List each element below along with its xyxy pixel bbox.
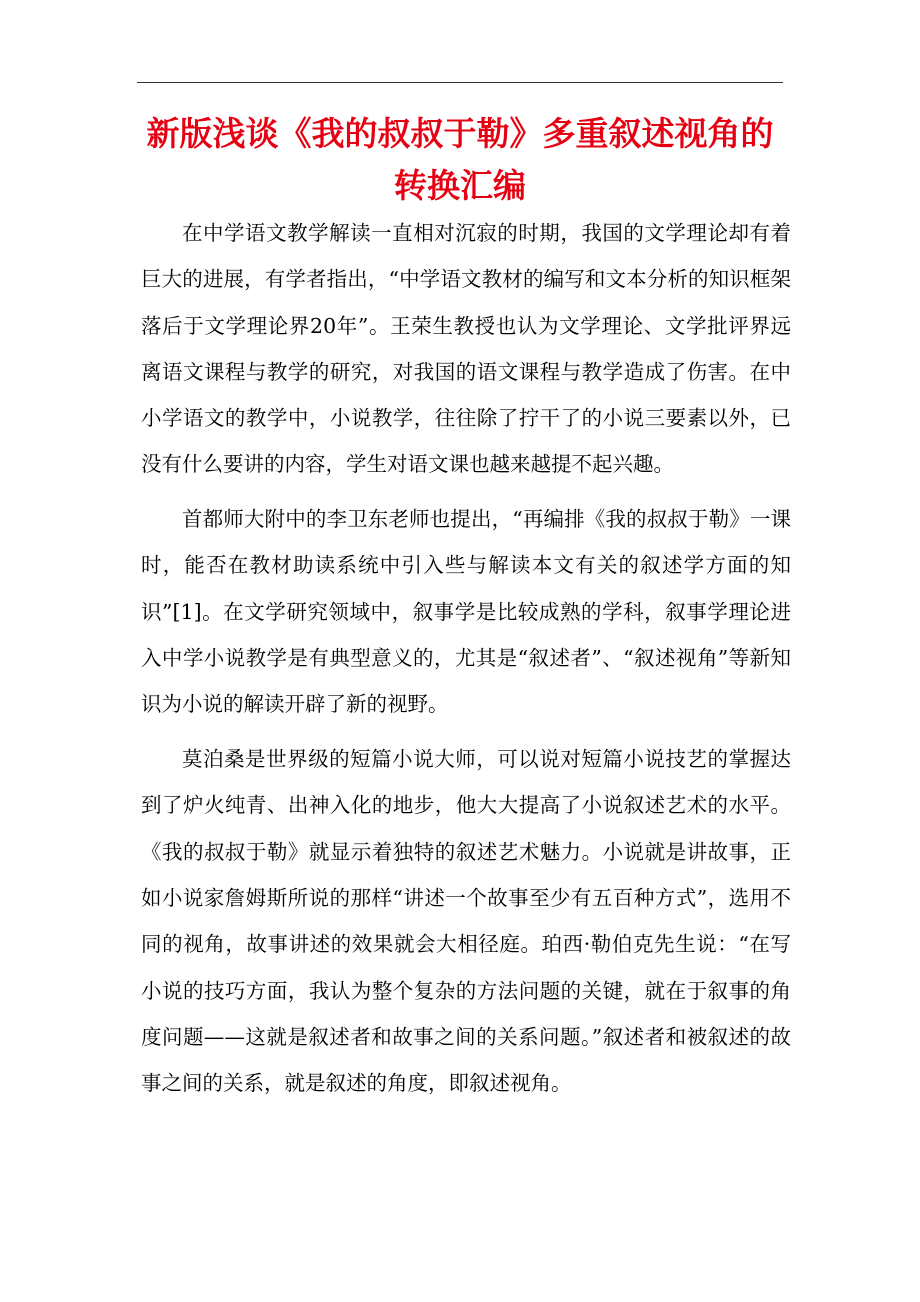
header-rule bbox=[137, 82, 783, 83]
title-line-2: 转换汇编 bbox=[394, 166, 526, 205]
paragraph-1: 在中学语文教学解读一直相对沉寂的时期，我国的文学理论却有着巨大的进展，有学者指出，“中学语文教材的编写和文本分析的知识框架落后于文学理论界20年”。王荣生教授也认为文学理论、文学批评界远离语文课程与教学的研究，对我国的语文课程与教学造成了伤害。在中小学语文的教学中，小说教学，往往除了拧干了的小说三要素以外，已没有什么要讲的内容，学生对语文课也越来越提不起兴趣。 bbox=[141, 221, 791, 477]
title-line-1: 新版浅谈《我的叔叔于勒》多重叙述视角的 bbox=[146, 114, 774, 153]
paragraph-3: 莫泊桑是世界级的短篇小说大师，可以说对短篇小说技艺的掌握达到了炉火纯青、出神入化的地步，他大大提高了小说叙述艺术的水平。《我的叔叔于勒》就显示着独特的叙述艺术魅力。小说就是讲故事，正如小说家詹姆斯所说的那样“讲述一个故事至少有五百种方式”，选用不同的视角，故事讲述的效果就会大相径庭。珀西·勒伯克先生说：“在写小说的技巧方面，我认为整个复杂的方法问题的关键，就在于叙事的角度问题——这就是叙述者和故事之间的关系问题。”叙述者和被叙述的故事之间的关系，就是叙述的角度，即叙述视角。 bbox=[141, 747, 791, 1096]
document-body bbox=[141, 210, 791, 1115]
document-title bbox=[120, 108, 800, 212]
paragraph-2: 首都师大附中的李卫东老师也提出，“再编排《我的叔叔于勒》一课时，能否在教材助读系统中引入些与解读本文有关的叙述学方面的知识”[1]。在文学研究领域中，叙事学是比较成熟的学科，叙事学理论进入中学小说教学是有典型意义的，尤其是“叙述者”、“叙述视角”等新知识为小说的解读开辟了新的视野。 bbox=[141, 507, 791, 717]
